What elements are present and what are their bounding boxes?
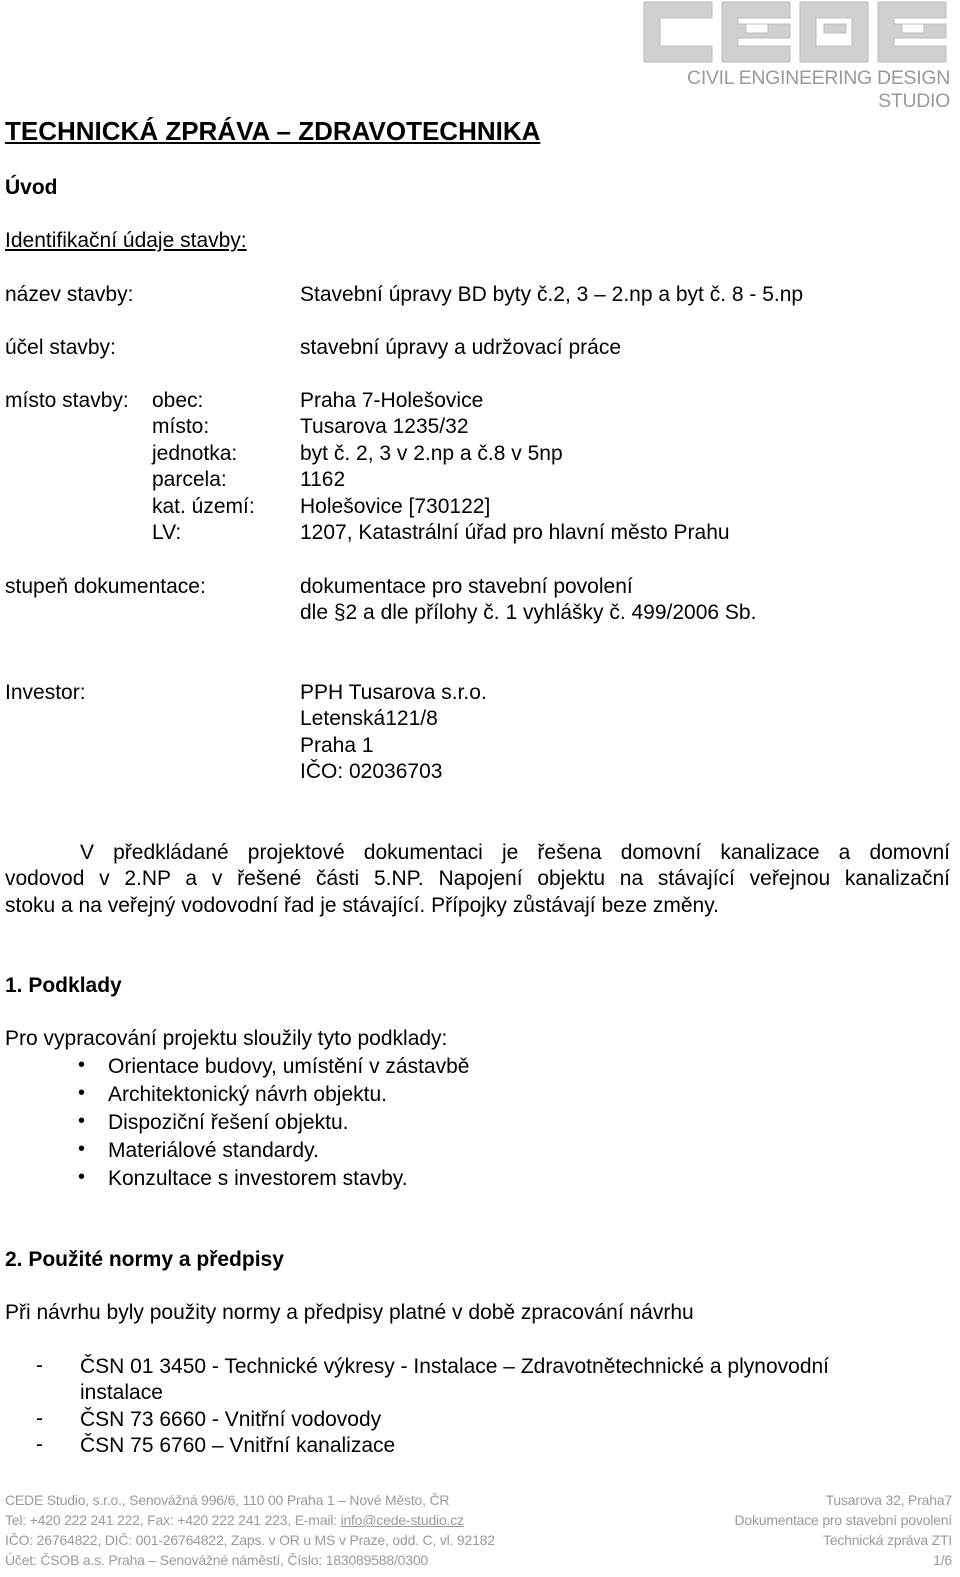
list-item-text: Materiálové standardy.: [108, 1139, 319, 1162]
katuzemi-label: kat. území:: [152, 495, 255, 518]
list-item-text: Orientace budovy, umístění v zástavbě: [108, 1055, 470, 1078]
footer-registration: IČO: 26764822, DIČ: 001-26764822, Zaps. v OR u MS v Praze, odd. C, vl. 92182: [5, 1532, 495, 1548]
obec-label: obec:: [152, 389, 204, 412]
bullet-icon: •: [78, 1110, 86, 1132]
stupen-label: stupeň dokumentace:: [5, 575, 206, 598]
footer-account: Účet: ČSOB a.s. Praha – Senovážné náměstí, Číslo: 183089588/0300: [5, 1552, 429, 1568]
list-item-text: ČSN 75 6760 – Vnitřní kanalizace: [80, 1434, 396, 1457]
investor-label: Investor:: [5, 681, 86, 704]
intro-paragraph-line-1: V předkládané projektové dokumentaci je řešena domovní kanalizace a domovní: [80, 841, 950, 864]
footer-company: CEDE Studio, s.r.o., Senovážná 996/6, 110 00 Praha 1 – Nové Město, ČR: [5, 1492, 450, 1508]
nazev-value: Stavební úpravy BD byty č.2, 3 – 2.np a byt č. 8 - 5.np: [300, 283, 804, 306]
jednotka-label: jednotka:: [152, 442, 238, 465]
bullet-icon: •: [78, 1054, 86, 1076]
list-item-text: Architektonický návrh objektu.: [108, 1083, 387, 1106]
ucel-value: stavební úpravy a udržovací práce: [300, 336, 622, 359]
section2-lead: Při návrhu byly použity normy a předpisy platné v době zpracování návrhu: [5, 1301, 694, 1324]
dash-icon: -: [36, 1407, 43, 1430]
section2-heading: 2. Použité normy a předpisy: [5, 1248, 284, 1271]
ident-heading: Identifikační údaje stavby:: [5, 229, 247, 252]
jednotka-value: byt č. 2, 3 v 2.np a č.8 v 5np: [300, 442, 563, 465]
list-item-text: ČSN 73 6660 - Vnitřní vodovody: [80, 1408, 382, 1431]
misto2-value: Tusarova 1235/32: [300, 415, 469, 438]
list-item: [0, 1354, 960, 1406]
lv-value: 1207, Katastrální úřad pro hlavní město Prahu: [300, 521, 730, 544]
list-item: [0, 1433, 960, 1459]
list-item-text: ČSN 01 3450 - Technické výkresy - Instalace – Zdravotnětechnické a plynovodní instalace: [80, 1355, 830, 1404]
parcela-label: parcela:: [152, 468, 227, 491]
nazev-label: název stavby:: [5, 283, 134, 306]
footer-doc-name: Technická zpráva ZTI: [822, 1532, 952, 1548]
intro-heading: Úvod: [5, 176, 58, 199]
investor-line-2: Letenská121/8: [300, 707, 438, 730]
footer-contact-text: Tel: +420 222 241 222, Fax: +420 222 241 223, E-mail:: [5, 1512, 341, 1528]
section1-lead: Pro vypracování projektu sloužily tyto podklady:: [5, 1027, 448, 1050]
stupen-value-2: dle §2 a dle přílohy č. 1 vyhlášky č. 499/2006 Sb.: [300, 601, 757, 624]
ucel-label: účel stavby:: [5, 336, 116, 359]
dash-icon: -: [36, 1354, 43, 1377]
section1-heading: 1. Podklady: [5, 974, 122, 997]
misto2-label: místo:: [152, 415, 210, 438]
footer-doc-type: Dokumentace pro stavební povolení: [734, 1512, 952, 1528]
list-item: [0, 1407, 960, 1433]
intro-paragraph-line-2: vodovod v 2.NP a v řešené části 5.NP. Napojení objektu na stávající veřejnou kanalizační: [5, 867, 950, 890]
misto-label: místo stavby:: [5, 389, 129, 412]
obec-value: Praha 7-Holešovice: [300, 389, 484, 412]
bullet-icon: •: [78, 1166, 86, 1188]
investor-line-1: PPH Tusarova s.r.o.: [300, 681, 487, 704]
lv-label: LV:: [152, 521, 182, 544]
list-item-text: Konzultace s investorem stavby.: [108, 1167, 408, 1190]
dash-icon: -: [36, 1433, 43, 1456]
stupen-value-1: dokumentace pro stavební povolení: [300, 575, 633, 598]
cede-logo-graphic: [640, 0, 950, 66]
intro-paragraph-line-3: stoku a na veřejný vodovodní řad je stávající. Přípojky zůstávají beze změny.: [5, 894, 719, 917]
footer-contact: [5, 1510, 464, 1530]
list-item-text: Dispoziční řešení objektu.: [108, 1111, 349, 1134]
bullet-icon: •: [78, 1138, 86, 1160]
investor-line-3: Praha 1: [300, 734, 374, 757]
footer-address: Tusarova 32, Praha7: [825, 1492, 952, 1508]
investor-line-4: IČO: 02036703: [300, 760, 443, 783]
katuzemi-value: Holešovice [730122]: [300, 495, 491, 518]
footer-page-number: 1/6: [933, 1552, 952, 1568]
logo-caption: CIVIL ENGINEERING DESIGN STUDIO: [687, 67, 950, 112]
parcela-value: 1162: [300, 468, 346, 491]
document-title: TECHNICKÁ ZPRÁVA – ZDRAVOTECHNIKA: [5, 116, 541, 146]
footer-email-link[interactable]: info@cede-studio.cz: [340, 1512, 464, 1528]
bullet-icon: •: [78, 1082, 86, 1104]
